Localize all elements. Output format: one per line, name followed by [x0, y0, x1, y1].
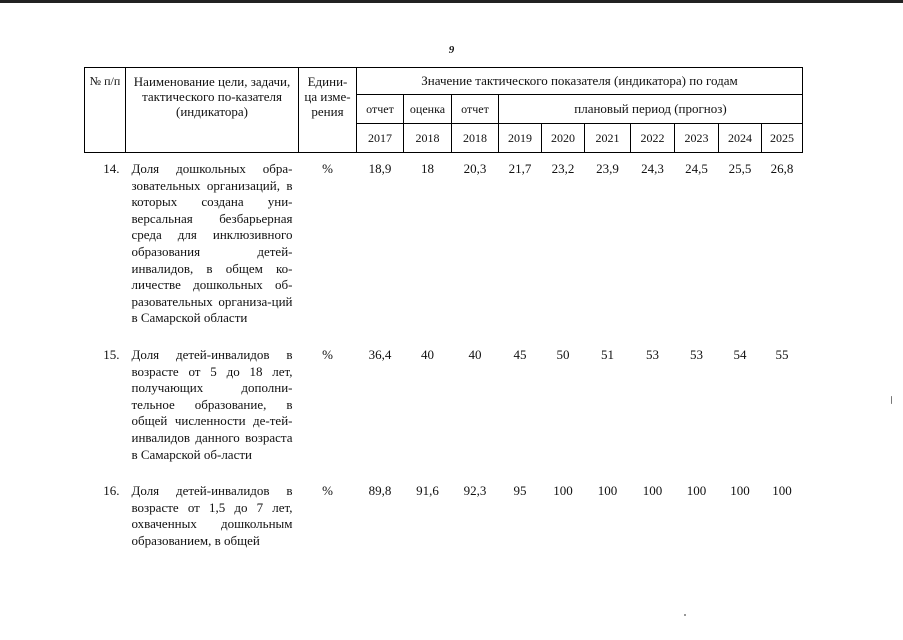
- header-year: 2025: [762, 124, 803, 153]
- header-year: 2022: [631, 124, 675, 153]
- value-cell: 45: [513, 346, 527, 362]
- value-cell: 25,5: [728, 161, 752, 176]
- value-cell: 23,2: [551, 161, 575, 176]
- value-cell: 55: [775, 346, 789, 362]
- header-num: № п/п: [85, 68, 126, 153]
- table-row: [85, 153, 803, 339]
- value-cell: 40: [421, 346, 434, 362]
- value-cell: 100: [730, 483, 750, 499]
- row-number: 16.: [103, 483, 120, 499]
- indicator-name: Доля дошкольных обра-зовательных организаций, в которых создана уни-версальная безбарьерная среда для инклюзивного образования детей-инвалидов, в общем ко-личестве дошкольных об-разовательных организа-ций в Самарской области: [131, 161, 293, 326]
- table-row: [85, 475, 803, 561]
- unit-cell: %: [322, 346, 333, 362]
- value-cell: 53: [690, 346, 703, 362]
- header-year: 2023: [675, 124, 719, 153]
- header-year: 2019: [499, 124, 542, 153]
- header-otchet-2017: отчет: [357, 95, 404, 124]
- value-cell: 26,8: [770, 161, 794, 176]
- header-year: 2017: [357, 124, 404, 153]
- header-otchet-2018: отчет: [452, 95, 499, 124]
- header-year: 2021: [585, 124, 631, 153]
- value-cell: 89,8: [368, 483, 392, 499]
- unit-cell: %: [322, 161, 333, 176]
- value-cell: 36,4: [368, 346, 392, 362]
- page-number: 9: [448, 44, 455, 56]
- value-cell: 24,5: [685, 161, 708, 176]
- header-name: Наименование цели, задачи, тактического по-казателя (индикатора): [126, 68, 299, 153]
- value-cell: 24,3: [641, 161, 664, 176]
- value-cell: 100: [597, 483, 618, 499]
- value-cell: 92,3: [463, 483, 487, 499]
- header-year: 2018: [452, 124, 499, 153]
- value-cell: 54: [733, 346, 747, 362]
- value-cell: 40: [468, 346, 482, 362]
- value-cell: 91,6: [416, 483, 439, 499]
- value-cell: 20,3: [463, 161, 487, 176]
- table-header: [85, 68, 803, 153]
- row-number: 14.: [103, 161, 120, 176]
- scan-speck: [891, 396, 892, 404]
- header-values-title: Значение тактического показателя (индикатора) по годам: [357, 68, 803, 95]
- header-year: 2020: [542, 124, 585, 153]
- indicators-table: [84, 67, 803, 561]
- table-row: [85, 339, 803, 475]
- top-border-line: [0, 0, 903, 3]
- indicator-name: Доля детей-инвалидов в возрасте от 1,5 до 7 лет, охваченных дошкольным образованием, в общей: [131, 483, 293, 548]
- unit-cell: %: [322, 483, 333, 499]
- table-body: [85, 153, 803, 562]
- header-unit: Едини-ца изме-рения: [299, 68, 357, 153]
- value-cell: 18: [421, 161, 434, 176]
- header-year: 2018: [404, 124, 452, 153]
- value-cell: 53: [646, 346, 659, 362]
- value-cell: 100: [642, 483, 663, 499]
- value-cell: 100: [686, 483, 707, 499]
- value-cell: 51: [601, 346, 614, 362]
- value-cell: 95: [513, 483, 527, 499]
- value-cell: 23,9: [596, 161, 619, 176]
- scan-speck: [684, 614, 686, 616]
- value-cell: 100: [553, 483, 573, 499]
- header-ocenka-2018: оценка: [404, 95, 452, 124]
- header-plan-period: плановый период (прогноз): [499, 95, 803, 124]
- value-cell: 21,7: [508, 161, 532, 176]
- row-number: 15.: [103, 346, 120, 362]
- indicator-name: Доля детей-инвалидов в возрасте от 5 до 18 лет, получающих дополни-тельное образование, в общей численности де-тей-инвалидов данного возраста в Самарской об-ласти: [131, 346, 293, 462]
- value-cell: 50: [556, 346, 570, 362]
- value-cell: 100: [772, 483, 792, 499]
- header-year: 2024: [719, 124, 762, 153]
- value-cell: 18,9: [368, 161, 392, 176]
